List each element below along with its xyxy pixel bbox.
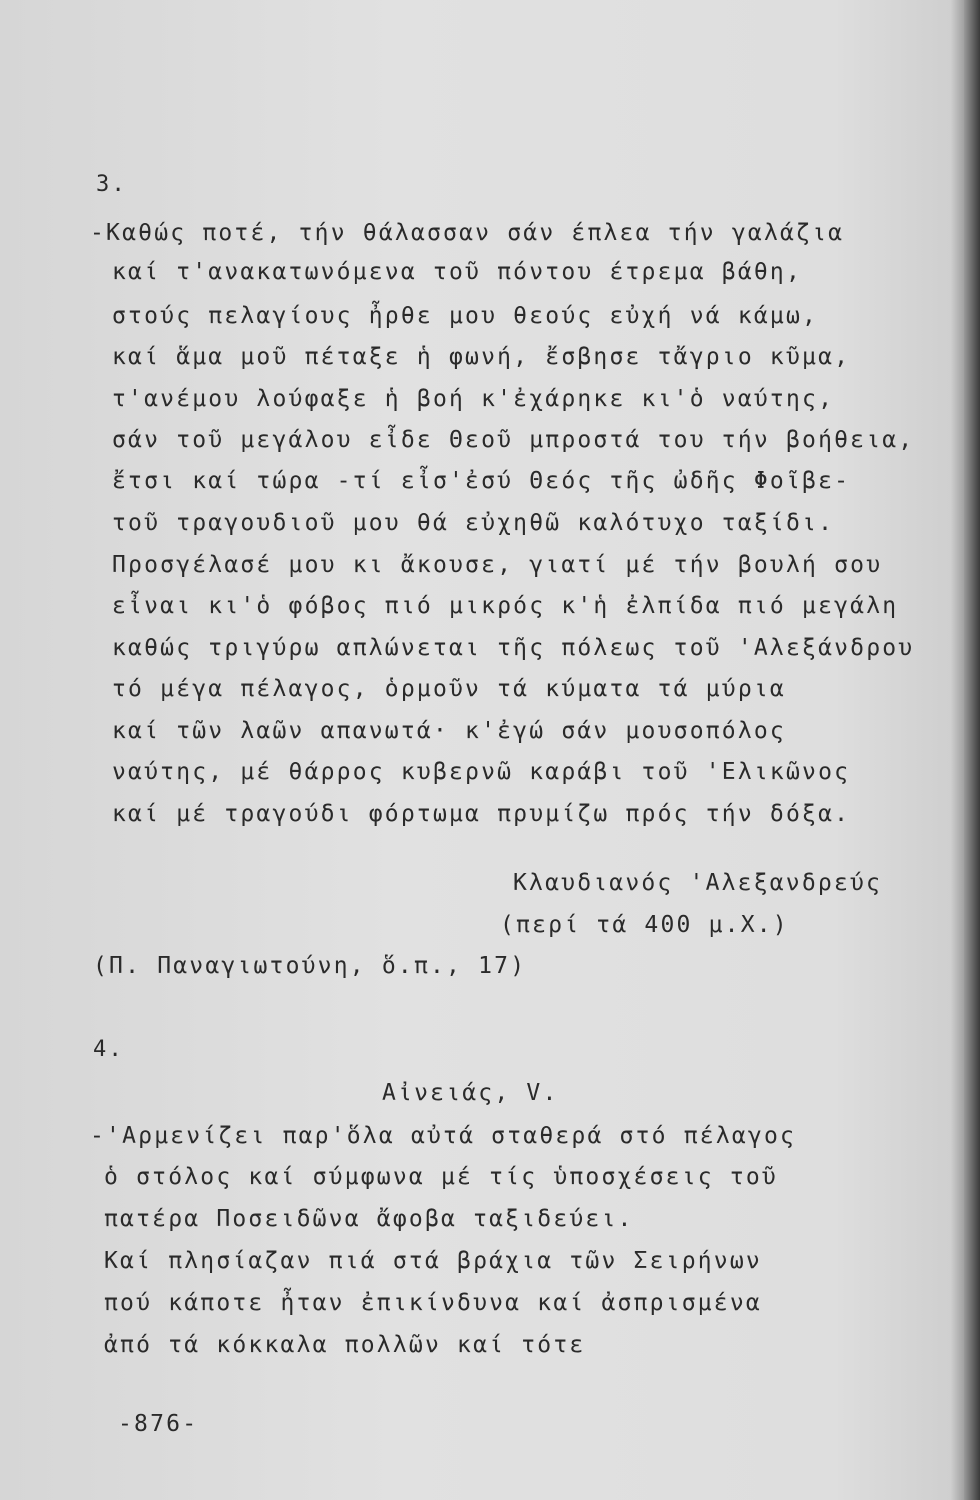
- poem-line: εἶναι κι'ὁ φόβος πιό μικρός κ'ἡ ἐλπίδα πιό μεγάλη: [112, 593, 899, 619]
- poem-line: Προσγέλασέ μου κι ἄκουσε, γιατί μέ τήν βουλή σου: [112, 552, 883, 578]
- poem-line: τό μέγα πέλαγος, ὁρμοῦν τά κύματα τά μύρια: [112, 676, 786, 702]
- poem-line: τ'ανέμου λούφαξε ἡ βοή κ'ἐχάρηκε κι'ὁ ναύτης,: [112, 386, 835, 412]
- poem-line: τοῦ τραγουδιοῦ μου θά εὐχηθῶ καλότυχο ταξίδι.: [112, 510, 835, 536]
- text-line: πού κάποτε ἦταν ἐπικίνδυνα καί ἀσπρισμένα: [104, 1290, 762, 1316]
- text-line: ἀπό τά κόκκαλα πολλῶν καί τότε: [104, 1332, 586, 1358]
- poem-line: καί τ'ανακατωνόμενα τοῦ πόντου έτρεμα βάθη,: [112, 259, 803, 285]
- poem-line: στούς πελαγίους ἦρθε μου θεούς εὐχή νά κάμω,: [112, 303, 819, 329]
- poem-line: καθώς τριγύρω απλώνεται τῆς πόλεως τοῦ 'Αλεξάνδρου: [112, 635, 915, 661]
- section-4-number: 4.: [93, 1037, 124, 1062]
- text-line: πατέρα Ποσειδῶνα ἄφοβα ταξιδεύει.: [104, 1206, 634, 1232]
- poem-line: σάν τοῦ μεγάλου εἶδε Θεοῦ μπροστά του τήν βοήθεια,: [112, 427, 915, 453]
- attribution-date: (περί τά 400 μ.Χ.): [500, 912, 789, 938]
- text-line: Καί πλησίαζαν πιά στά βράχια τῶν Σειρήνων: [104, 1248, 762, 1274]
- page-edge-shadow: [964, 0, 980, 1500]
- poem-line: -Καθώς ποτέ, τήν θάλασσαν σάν έπλεα τήν γαλάζια: [90, 220, 845, 246]
- section-4-heading: Αἰνειάς, V.: [382, 1080, 559, 1106]
- poem-line: καί τῶν λαῶν απανωτά· κ'ἐγώ σάν μουσοπόλος: [112, 718, 786, 744]
- poem-line: ἔτσι καί τώρα -τί εἶσ'ἐσύ Θεός τῆς ὠδῆς Φοῖβε-: [112, 468, 851, 494]
- page-number: -876-: [118, 1411, 199, 1437]
- poem-line: ναύτης, μέ θάρρος κυβερνῶ καράβι τοῦ 'Ελικῶνος: [112, 759, 851, 785]
- text-line: -'Αρμενίζει παρ'ὅλα αὐτά σταθερά στό πέλαγος: [90, 1123, 797, 1149]
- source-citation: (Π. Παναγιωτούνη, ὅ.π., 17): [93, 953, 527, 979]
- poem-line: καί ἅμα μοῦ πέταξε ἡ φωνή, ἔσβησε τἄγριο κῦμα,: [112, 344, 851, 370]
- text-line: ὁ στόλος καί σύμφωνα μέ τίς ὑποσχέσεις τοῦ: [104, 1164, 778, 1190]
- poem-line: καί μέ τραγούδι φόρτωμα πρυμίζω πρός τήν δόξα.: [112, 801, 851, 827]
- section-3-number: 3.: [96, 172, 127, 197]
- attribution-author: Κλαυδιανός 'Αλεξανδρεύς: [513, 870, 883, 896]
